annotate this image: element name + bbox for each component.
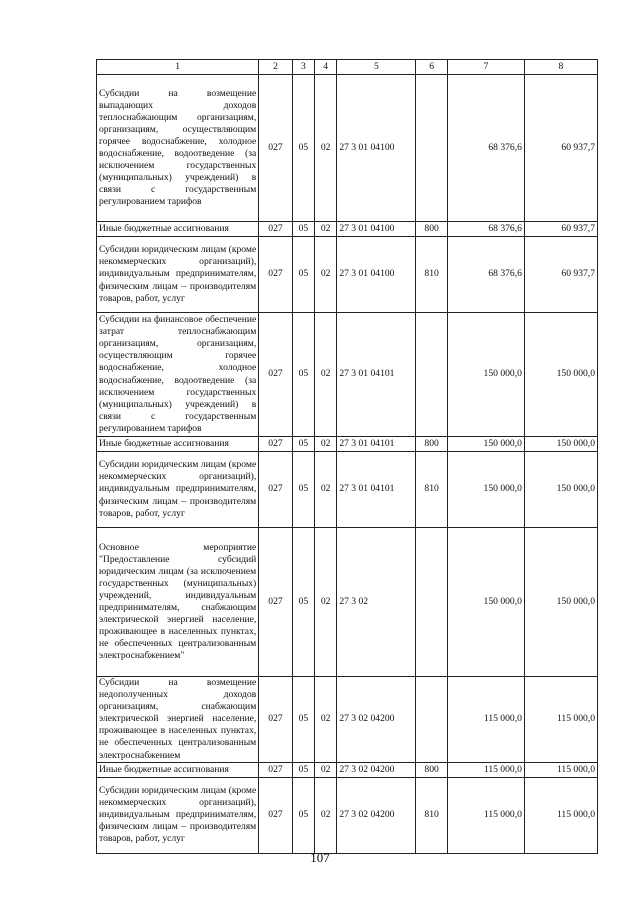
header-cell: 8 [524, 60, 597, 75]
ministry-code: 027 [259, 222, 292, 237]
expense-type-code: 800 [416, 222, 447, 237]
target-article-code: 27 3 01 04101 [337, 452, 416, 528]
target-article-code: 27 3 01 04101 [337, 313, 416, 437]
subsection-code: 02 [315, 222, 337, 237]
header-cell: 3 [292, 60, 314, 75]
table-row [97, 313, 598, 437]
amount-col7: 150 000,0 [447, 452, 524, 528]
amount-col8: 60 937,7 [524, 75, 597, 222]
target-article-code: 27 3 01 04100 [337, 75, 416, 222]
section-code: 05 [292, 762, 314, 777]
section-code: 05 [292, 75, 314, 222]
item-name: Субсидии юридическим лицам (кроме некоммерческих организаций), индивидуальным предпринимателям, физическим лицам – производителям товаров, работ, услуг [97, 237, 259, 313]
header-cell: 4 [315, 60, 337, 75]
amount-col7: 150 000,0 [447, 313, 524, 437]
header-cell: 7 [447, 60, 524, 75]
ministry-code: 027 [259, 237, 292, 313]
amount-col7: 115 000,0 [447, 677, 524, 763]
target-article-code: 27 3 02 04200 [337, 762, 416, 777]
expense-type-code [416, 677, 447, 763]
table-header-row [97, 60, 598, 75]
expense-type-code [416, 528, 447, 677]
subsection-code: 02 [315, 75, 337, 222]
ministry-code: 027 [259, 75, 292, 222]
amount-col7: 68 376,6 [447, 222, 524, 237]
amount-col8: 150 000,0 [524, 528, 597, 677]
target-article-code: 27 3 01 04100 [337, 237, 416, 313]
item-name: Иные бюджетные ассигнования [97, 437, 259, 452]
amount-col7: 68 376,6 [447, 75, 524, 222]
header-cell: 2 [259, 60, 292, 75]
expense-type-code: 810 [416, 237, 447, 313]
table-row [97, 452, 598, 528]
item-name: Субсидии на возмещение выпадающих доходов теплоснабжающим организациям, организациям, осуществляющим горячее водоснабжение, холодное водоснабжение, водоотведение (за исключением государственных (муниципальных) учреждений) в связи с государственным регулированием тарифов [97, 75, 259, 222]
expense-type-code: 810 [416, 452, 447, 528]
section-code: 05 [292, 677, 314, 763]
expense-type-code [416, 313, 447, 437]
table-row [97, 528, 598, 677]
target-article-code: 27 3 02 04200 [337, 777, 416, 853]
table-row [97, 677, 598, 763]
subsection-code: 02 [315, 313, 337, 437]
expense-type-code [416, 75, 447, 222]
amount-col8: 115 000,0 [524, 777, 597, 853]
ministry-code: 027 [259, 762, 292, 777]
ministry-code: 027 [259, 437, 292, 452]
ministry-code: 027 [259, 777, 292, 853]
ministry-code: 027 [259, 528, 292, 677]
subsection-code: 02 [315, 762, 337, 777]
section-code: 05 [292, 222, 314, 237]
section-code: 05 [292, 452, 314, 528]
expense-type-code: 810 [416, 777, 447, 853]
amount-col8: 115 000,0 [524, 677, 597, 763]
subsection-code: 02 [315, 237, 337, 313]
subsection-code: 02 [315, 452, 337, 528]
budget-table [96, 59, 598, 854]
subsection-code: 02 [315, 777, 337, 853]
table-row [97, 762, 598, 777]
item-name: Основное мероприятие "Предоставление субсидий юридическим лицам (за исключением государственных (муниципальных) учреждений, индивидуальным предпринимателям, снабжающим электрической энергией население, проживающее в населенных пунктах, не обеспеченных централизованным электроснабжением" [97, 528, 259, 677]
target-article-code: 27 3 01 04101 [337, 437, 416, 452]
section-code: 05 [292, 237, 314, 313]
amount-col7: 150 000,0 [447, 437, 524, 452]
amount-col8: 150 000,0 [524, 437, 597, 452]
item-name: Субсидии юридическим лицам (кроме некоммерческих организаций), индивидуальным предпринимателям, физическим лицам – производителям товаров, работ, услуг [97, 452, 259, 528]
amount-col8: 115 000,0 [524, 762, 597, 777]
amount-col7: 68 376,6 [447, 237, 524, 313]
target-article-code: 27 3 01 04100 [337, 222, 416, 237]
item-name: Иные бюджетные ассигнования [97, 762, 259, 777]
target-article-code: 27 3 02 [337, 528, 416, 677]
amount-col7: 115 000,0 [447, 762, 524, 777]
expense-type-code: 800 [416, 762, 447, 777]
subsection-code: 02 [315, 437, 337, 452]
target-article-code: 27 3 02 04200 [337, 677, 416, 763]
header-cell: 5 [337, 60, 416, 75]
ministry-code: 027 [259, 452, 292, 528]
amount-col8: 60 937,7 [524, 222, 597, 237]
amount-col7: 150 000,0 [447, 528, 524, 677]
header-cell: 6 [416, 60, 447, 75]
table-row [97, 237, 598, 313]
table-row [97, 75, 598, 222]
page-number: 107 [310, 850, 330, 865]
section-code: 05 [292, 313, 314, 437]
table-row [97, 222, 598, 237]
item-name: Субсидии юридическим лицам (кроме некоммерческих организаций), индивидуальным предпринимателям, физическим лицам – производителям товаров, работ, услуг [97, 777, 259, 853]
amount-col8: 150 000,0 [524, 452, 597, 528]
subsection-code: 02 [315, 677, 337, 763]
item-name: Субсидии на возмещение недополученных доходов организациям, снабжающим электрической энергией население, проживающее в населенных пунктах, не обеспеченных централизованным электроснабжением [97, 677, 259, 763]
subsection-code: 02 [315, 528, 337, 677]
ministry-code: 027 [259, 677, 292, 763]
amount-col7: 115 000,0 [447, 777, 524, 853]
ministry-code: 027 [259, 313, 292, 437]
expense-type-code: 800 [416, 437, 447, 452]
section-code: 05 [292, 528, 314, 677]
section-code: 05 [292, 437, 314, 452]
item-name: Иные бюджетные ассигнования [97, 222, 259, 237]
amount-col8: 60 937,7 [524, 237, 597, 313]
table-row [97, 437, 598, 452]
amount-col8: 150 000,0 [524, 313, 597, 437]
header-cell: 1 [97, 60, 259, 75]
section-code: 05 [292, 777, 314, 853]
table-row [97, 777, 598, 853]
item-name: Субсидии на финансовое обеспечение затрат теплоснабжающим организациям, организациям, осуществляющим горячее водоснабжение, холодное водоснабжение, водоотведение (за исключением государственных (муниципальных) учреждений) в связи с государственным регулированием тарифов [97, 313, 259, 437]
